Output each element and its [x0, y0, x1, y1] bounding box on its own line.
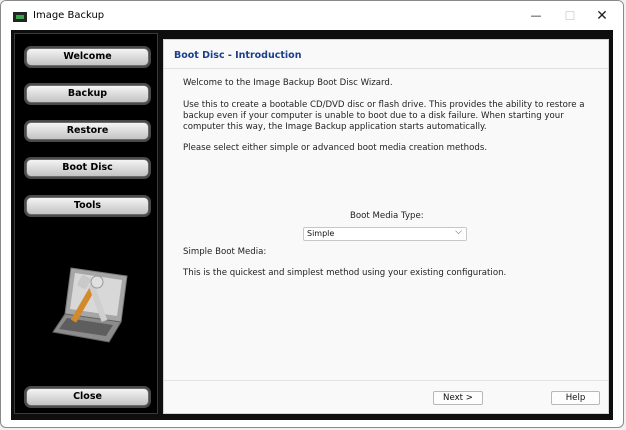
- divider: [164, 68, 608, 69]
- description-text: Use this to create a bootable CD/DVD disc or flash drive. This provides the ability to restore a backup even if your computer is unable to boot due to a disk failure. When starting your computer this way, the Image Backup application starts automatically.: [183, 100, 585, 132]
- main-panel: [163, 39, 609, 414]
- sidebar-item-backup[interactable]: [26, 85, 149, 103]
- close-button-label: Close: [73, 391, 102, 402]
- boot-media-type-select[interactable]: [303, 227, 467, 241]
- sidebar-item-label: Backup: [67, 88, 108, 99]
- title-bar[interactable]: [1, 1, 623, 31]
- boot-media-type-value: Simple: [307, 229, 335, 238]
- sidebar-item-tools[interactable]: [26, 197, 149, 215]
- app-icon: [13, 12, 27, 22]
- simple-heading: Simple Boot Media:: [183, 247, 267, 257]
- help-button[interactable]: Help: [551, 391, 600, 405]
- sidebar: [14, 33, 158, 414]
- sidebar-item-label: Welcome: [63, 51, 112, 62]
- sidebar-item-label: Tools: [73, 200, 102, 211]
- laptop-with-tools-icon: [51, 262, 131, 344]
- instruction-text: Please select either simple or advanced boot media creation methods.: [183, 143, 488, 153]
- divider: [164, 380, 608, 381]
- minimize-button[interactable]: —: [530, 9, 542, 22]
- maximize-button[interactable]: ☐: [564, 9, 576, 23]
- close-button[interactable]: [26, 388, 149, 406]
- sidebar-item-boot-disc[interactable]: [26, 159, 149, 177]
- boot-media-type-label: Boot Media Type:: [350, 211, 424, 221]
- window-title: Image Backup: [33, 10, 105, 21]
- chevron-down-icon: ⌵: [455, 227, 462, 237]
- sidebar-item-welcome[interactable]: [26, 48, 149, 66]
- next-button[interactable]: Next >: [433, 391, 483, 405]
- sidebar-item-restore[interactable]: [26, 122, 149, 140]
- sidebar-item-label: Boot Disc: [62, 162, 113, 173]
- sidebar-item-label: Restore: [66, 125, 109, 136]
- close-window-button[interactable]: ✕: [596, 8, 608, 24]
- simple-description: This is the quickest and simplest method using your existing configuration.: [183, 268, 507, 278]
- page-title: Boot Disc - Introduction: [174, 50, 302, 61]
- intro-text: Welcome to the Image Backup Boot Disc Wizard.: [183, 78, 393, 88]
